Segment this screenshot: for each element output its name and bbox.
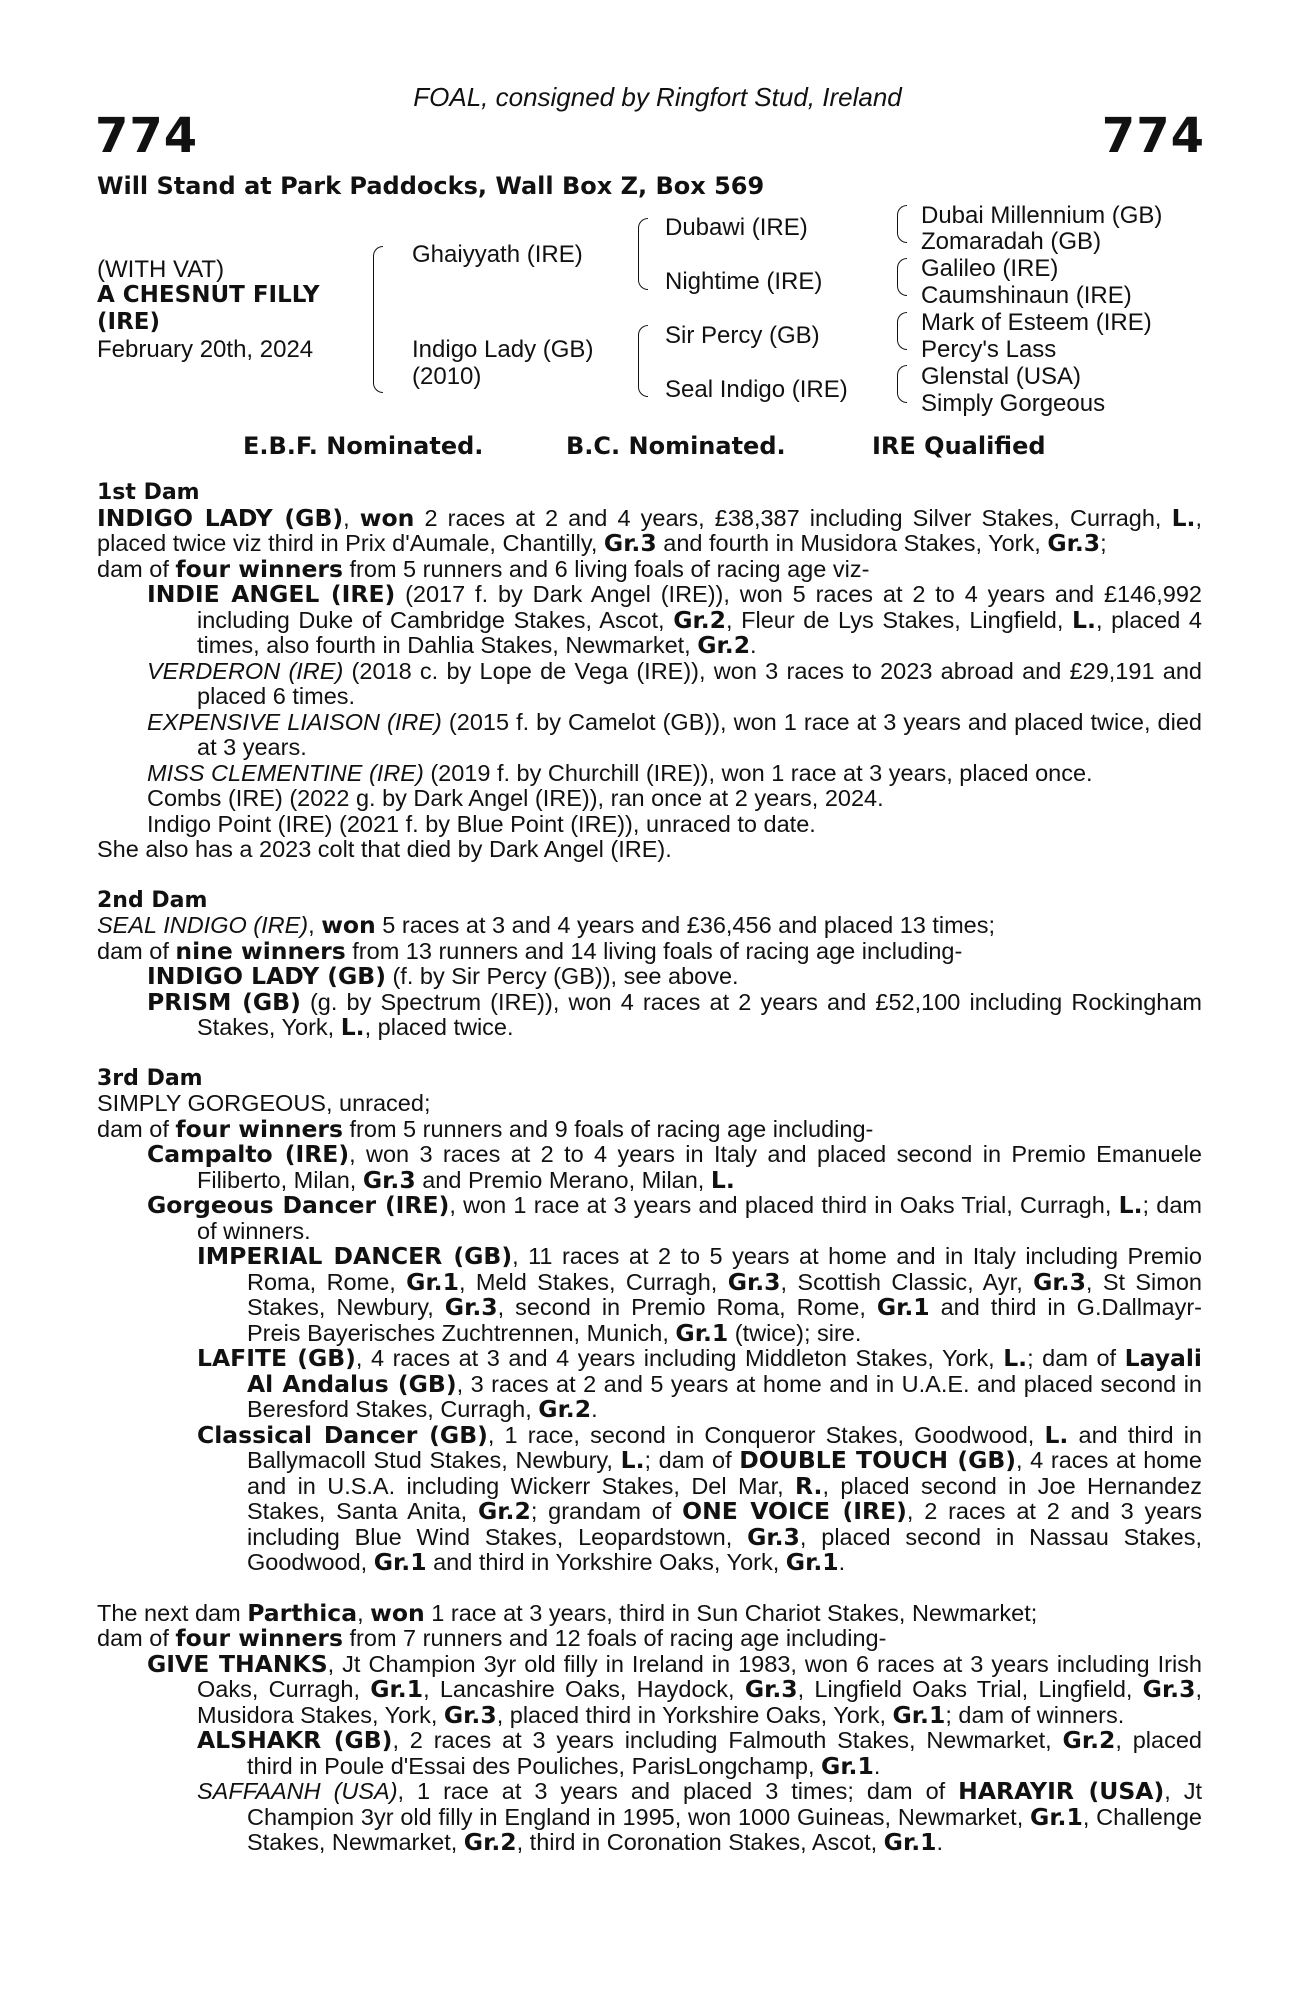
text: , [308,912,322,938]
text: . [591,1396,598,1422]
text: (2017 f. by Dark Angel (IRE)), won 5 races at 2 to 4 years and £146,992 including Duke of Cambridge Stakes, Ascot, [197,581,1202,633]
group-tag: Gr.1 [373,1548,427,1576]
text: dam of [97,1115,176,1142]
progeny-name: INDIE ANGEL (IRE) [147,580,396,608]
text: ; dam of [1027,1345,1125,1371]
won-label: won [370,1598,425,1627]
stand-location: Will Stand at Park Paddocks, Wall Box Z, Box 569 [97,172,765,200]
text: , placed twice. [364,1014,514,1040]
listed-tag: L. [1072,605,1096,634]
next-dam-name: Parthica [247,1598,358,1627]
sire-sire: Dubawi (IRE) [665,214,808,241]
text: , 4 races at home and in U.S.A. including Wickerr Stakes, Del Mar, [247,1447,1202,1499]
text: , 3 races at 2 and 5 years at home and in U.A.E. and placed second in Beresford Stakes, Curragh, [247,1370,1202,1422]
group-tag: Gr.1 [876,1293,930,1321]
dam: Indigo Lady (GB) [412,336,594,363]
group-tag: Gr.2 [463,1828,517,1856]
won-label: won [321,911,376,939]
text: and Premio Merano, Milan, [415,1166,711,1193]
text: , [357,1599,371,1626]
bracket-dam-parents [638,325,648,397]
progeny-prism [147,987,1202,1041]
text: , won 1 race at 3 years and placed third in Oaks Trial, Curragh, [449,1192,1119,1218]
text: 2 races at 2 and 4 years, £38,387 including Silver Stakes, Curragh, [414,504,1172,531]
listed-tag: L. [620,1446,645,1474]
sd-dam: Caumshinaun (IRE) [921,282,1132,309]
restricted-tag: R. [795,1471,823,1500]
group-tag: Gr.2 [1062,1726,1116,1754]
progeny-indie-angel [147,582,1202,659]
text: , 11 races at 2 to 5 years at home and in Italy including Premio Roma, Rome, [247,1243,1202,1295]
progeny-alshakr [197,1728,1202,1779]
progeny-name: IMPERIAL DANCER (GB) [197,1242,513,1270]
text: ; [1100,530,1107,556]
lot-number-left: 774 [95,108,199,164]
next-dam-record [97,1598,1202,1627]
won-label: won [359,503,415,532]
winners-count: four winners [175,554,343,583]
listed-tag: L. [1044,1420,1069,1449]
group-tag: Gr.3 [444,1293,498,1321]
bracket-sd-parents [897,258,907,296]
text: (2019 f. by Churchill (IRE)), won 1 race at 3 years, placed once. [423,759,1093,786]
group-tag: Gr.3 [747,1522,800,1551]
dam-dam: Seal Indigo (IRE) [665,376,848,403]
group-tag: Gr.1 [370,1675,424,1703]
group-tag: Gr.2 [673,605,727,634]
text: , placed third in Poule d'Essai des Pouliches, ParisLongchamp, [247,1727,1202,1779]
lot-number-right: 774 [1101,108,1205,164]
group-tag: Gr.1 [675,1318,729,1347]
text: (f. by Sir Percy (GB)), see above. [385,963,739,989]
text: dam of [97,1625,176,1651]
progeny-indigo-point: Indigo Point (IRE) (2021 f. by Blue Point (IRE)), unraced to date. [147,810,816,837]
first-dam-note: She also has a 2023 colt that died by Dark Angel (IRE). [97,836,672,862]
bracket-parents [373,246,383,393]
text: (g. by Spectrum (IRE)), won 4 races at 2 years and £52,100 including Rockingham Stakes, York, [197,988,1202,1040]
dd-sire: Glenstal (USA) [921,363,1082,390]
progeny-verderon [147,659,1202,710]
text: The next dam [97,1599,248,1626]
text: , second in Premio Roma, Rome, [497,1294,877,1320]
progeny-name: Classical Dancer (GB) [197,1420,488,1449]
text: ; dam of winners. [197,1192,1202,1244]
text: , 2 races at 3 years including Falmouth Stakes, Newmarket, [392,1727,1063,1753]
first-dam-name: INDIGO LADY (GB) [97,503,344,532]
dam-year: (2010) [412,363,482,390]
text: dam of [97,937,176,964]
progeny-classical-dancer [197,1420,1202,1576]
third-dam-record: SIMPLY GORGEOUS, unraced; [97,1090,431,1116]
text: , placed second in Joe Hernandez Stakes, Santa Anita, [247,1472,1202,1524]
second-dam-heading: 2nd Dam [97,887,208,913]
group-tag: Gr.1 [785,1548,839,1576]
text: , 1 race, second in Conqueror Stakes, Goodwood, [487,1421,1045,1448]
ds-sire: Mark of Esteem (IRE) [921,309,1152,336]
group-tag: Gr.2 [697,631,751,659]
group-tag: Gr.1 [883,1828,937,1856]
first-dam-heading: 1st Dam [97,480,200,505]
group-tag: Gr.3 [362,1165,416,1194]
ebf-nominated: E.B.F. Nominated. [243,432,484,460]
progeny-imperial-dancer [197,1244,1202,1346]
group-tag: Gr.2 [538,1395,592,1423]
text: from 7 runners and 12 foals of racing age including- [343,1625,887,1651]
text: and third in G.Dallmayr-Preis Bayerisches Zuchtrennen, Munich, [247,1294,1202,1346]
text: , Challenge Stakes, Newmarket, [247,1803,1202,1855]
progeny-name: LAFITE (GB) [197,1344,356,1372]
text: and fourth in Musidora Stakes, York, [656,530,1048,556]
progeny-name: PRISM (GB) [147,987,301,1016]
vat-label: (WITH VAT) [97,256,225,283]
bracket-dd-parents [897,365,907,403]
horse-name-country: (IRE) [97,309,161,335]
text: , Fleur de Lys Stakes, Lingfield, [726,606,1073,633]
date-of-birth: February 20th, 2024 [97,336,314,363]
sd-sire: Galileo (IRE) [921,255,1059,282]
progeny-expensive-liaison [147,710,1202,761]
ds-dam: Percy's Lass [921,336,1057,363]
third-dam-section [97,1066,1202,1576]
text: , Lancashire Oaks, Haydock, [423,1676,745,1702]
listed-tag: L. [710,1165,735,1194]
group-tag: Gr.2 [478,1497,531,1525]
group-tag: Gr.1 [892,1700,946,1729]
group-tag: Gr.3 [1142,1675,1196,1703]
text: , Musidora Stakes, York, [197,1676,1202,1728]
progeny-name: GIVE THANKS [147,1649,328,1678]
group-tag: Gr.1 [406,1267,459,1296]
progeny-name: INDIGO LADY (GB) [147,962,386,990]
text: , placed third in Yorkshire Oaks, York, [496,1701,893,1728]
group-tag: Gr.1 [821,1751,874,1780]
text: ; grandam of [530,1498,683,1524]
group-tag: Gr.3 [1033,1267,1086,1296]
text: , placed 4 times, also fourth in Dahlia Stakes, Newmarket, [197,606,1203,658]
sire: Ghaiyyath (IRE) [412,241,583,268]
text: . [750,632,757,658]
progeny-give-thanks [147,1649,1202,1729]
text: , 4 races at 3 and 4 years including Middleton Stakes, York, [355,1345,1004,1371]
progeny-combs: Combs (IRE) (2022 g. by Dark Angel (IRE)), ran once at 2 years, 2024. [147,785,884,811]
text: . [838,1549,846,1575]
first-dam-record: INDIGO LADY (GB), won 2 races at 2 and 4 years, £38,387 including Silver Stakes, Curragh, L., placed twice viz third in Prix d'Aumale, Chantilly, Gr.3 and fourth in Musidora Stakes, York, Gr.3; [97,503,1203,557]
sire-dam: Nightime (IRE) [665,268,823,295]
text: , 2 races at 2 and 3 years including Blue Wind Stakes, Leopardstown, [247,1498,1202,1550]
progeny-name: VERDERON (IRE) [147,657,344,684]
group-tag: Gr.3 [727,1267,781,1296]
progeny-name: Layali Al Andalus (GB) [247,1344,1202,1398]
progeny-name: ONE VOICE (IRE) [682,1497,907,1525]
group-tag: Gr.1 [1030,1802,1083,1831]
progeny-indigo-lady [147,964,1202,990]
progeny-saffaanh [197,1779,1202,1856]
catalogue-body [97,480,1202,1856]
text: dam of [97,555,176,582]
text: , Scottish Classic, Ayr, [780,1268,1034,1295]
consignor-line: FOAL, consigned by Ringfort Stud, Ireland [413,82,902,112]
text: and third in Ballymacoll Stud Stakes, Newbury, [247,1421,1202,1473]
text: from 13 runners and 14 living foals of racing age including- [345,937,963,964]
progeny-name: HARAYIR (USA) [958,1777,1165,1805]
text: (2015 f. by Camelot (GB)), won 1 race at 3 years and placed twice, died at 3 years. [197,708,1202,760]
second-dam-name: SEAL INDIGO (IRE) [97,912,309,938]
progeny-name: Gorgeous Dancer (IRE) [147,1191,450,1219]
first-dam-produce-summary [97,554,1202,583]
text: and third in Yorkshire Oaks, York, [426,1549,786,1575]
text: ; dam of winners. [945,1701,1125,1728]
second-dam-section [97,888,1202,1041]
progeny-name: Campalto (IRE) [147,1140,350,1168]
text: . [936,1829,944,1855]
bracket-sire-parents [638,218,648,290]
group-tag: Gr.3 [603,529,657,557]
horse-name: A CHESNUT FILLY [97,282,320,308]
first-dam-section [97,480,1202,863]
text: , Jt Champion 3yr old filly in Ireland in 1983, won 6 races at 3 years including Irish Oaks, Curragh, [197,1650,1202,1702]
ss-dam: Zomaradah (GB) [921,228,1102,255]
next-dam-produce-summary [97,1626,1202,1652]
second-dam-record [97,913,1202,939]
progeny-lafite [197,1346,1202,1423]
listed-tag: L. [1171,503,1196,532]
text: , Lingfield Oaks Trial, Lingfield, [797,1676,1143,1702]
dd-dam: Simply Gorgeous [921,390,1106,417]
progeny-name: EXPENSIVE LIAISON (IRE) [147,708,442,735]
bc-nominated: B.C. Nominated. [566,432,786,460]
text: from 5 runners and 9 foals of racing age including- [343,1115,874,1142]
text: , Jt Champion 3yr old filly in England in 1995, won 1000 Guineas, Newmarket, [247,1778,1202,1830]
progeny-name: ALSHAKR (GB) [197,1726,393,1754]
bracket-ss-parents [897,205,907,243]
winners-count: nine winners [175,936,346,965]
text: , 1 race at 3 years and placed 3 times; dam of [397,1778,959,1804]
group-tag: Gr.3 [1047,529,1101,557]
dam-sire: Sir Percy (GB) [665,322,820,349]
text: (twice); sire. [728,1319,862,1346]
text: ; dam of [644,1447,740,1473]
text: 1 race at 3 years, third in Sun Chariot Stakes, Newmarket; [424,1599,1038,1626]
text: , St Simon Stakes, Newbury, [247,1268,1202,1320]
listed-tag: L. [1118,1191,1143,1219]
text: 5 races at 3 and 4 years and £36,456 and placed 13 times; [375,912,996,938]
second-dam-produce-summary [97,936,1202,965]
third-dam-heading: 3rd Dam [97,1065,203,1091]
text: , Meld Stakes, Curragh, [458,1268,728,1295]
text: (2018 c. by Lope de Vega (IRE)), won 3 races to 2023 abroad and £29,191 and placed 6 times. [197,657,1202,709]
group-tag: Gr.3 [744,1675,798,1703]
text: , won 3 races at 2 to 4 years in Italy and placed second in Premio Emanuele Filiberto, Milan, [197,1141,1202,1193]
group-tag: Gr.3 [443,1700,497,1729]
ire-qualified: IRE Qualified [872,432,1046,460]
text: , placed twice viz third in Prix d'Aumale, Chantilly, [97,504,1203,556]
text: from 5 runners and 6 living foals of racing age viz- [343,555,870,582]
listed-tag: L. [340,1013,365,1041]
winners-count: four winners [175,1114,343,1143]
ss-sire: Dubai Millennium (GB) [921,202,1163,229]
progeny-name: SAFFAANH (USA) [197,1778,398,1804]
progeny-miss-clementine [147,761,1202,787]
next-dam-section [97,1598,1202,1856]
winners-count: four winners [175,1624,343,1652]
text: . [873,1752,881,1779]
progeny-campalto [147,1142,1202,1193]
progeny-gorgeous-dancer [147,1193,1202,1244]
progeny-name: MISS CLEMENTINE (IRE) [147,759,424,786]
text: , third in Coronation Stakes, Ascot, [516,1829,884,1855]
bracket-ds-parents [897,312,907,350]
progeny-name: DOUBLE TOUCH (GB) [739,1446,1017,1474]
text: , placed second in Nassau Stakes, Goodwood, [247,1523,1202,1575]
listed-tag: L. [1003,1344,1028,1372]
third-dam-produce-summary [97,1114,1202,1143]
